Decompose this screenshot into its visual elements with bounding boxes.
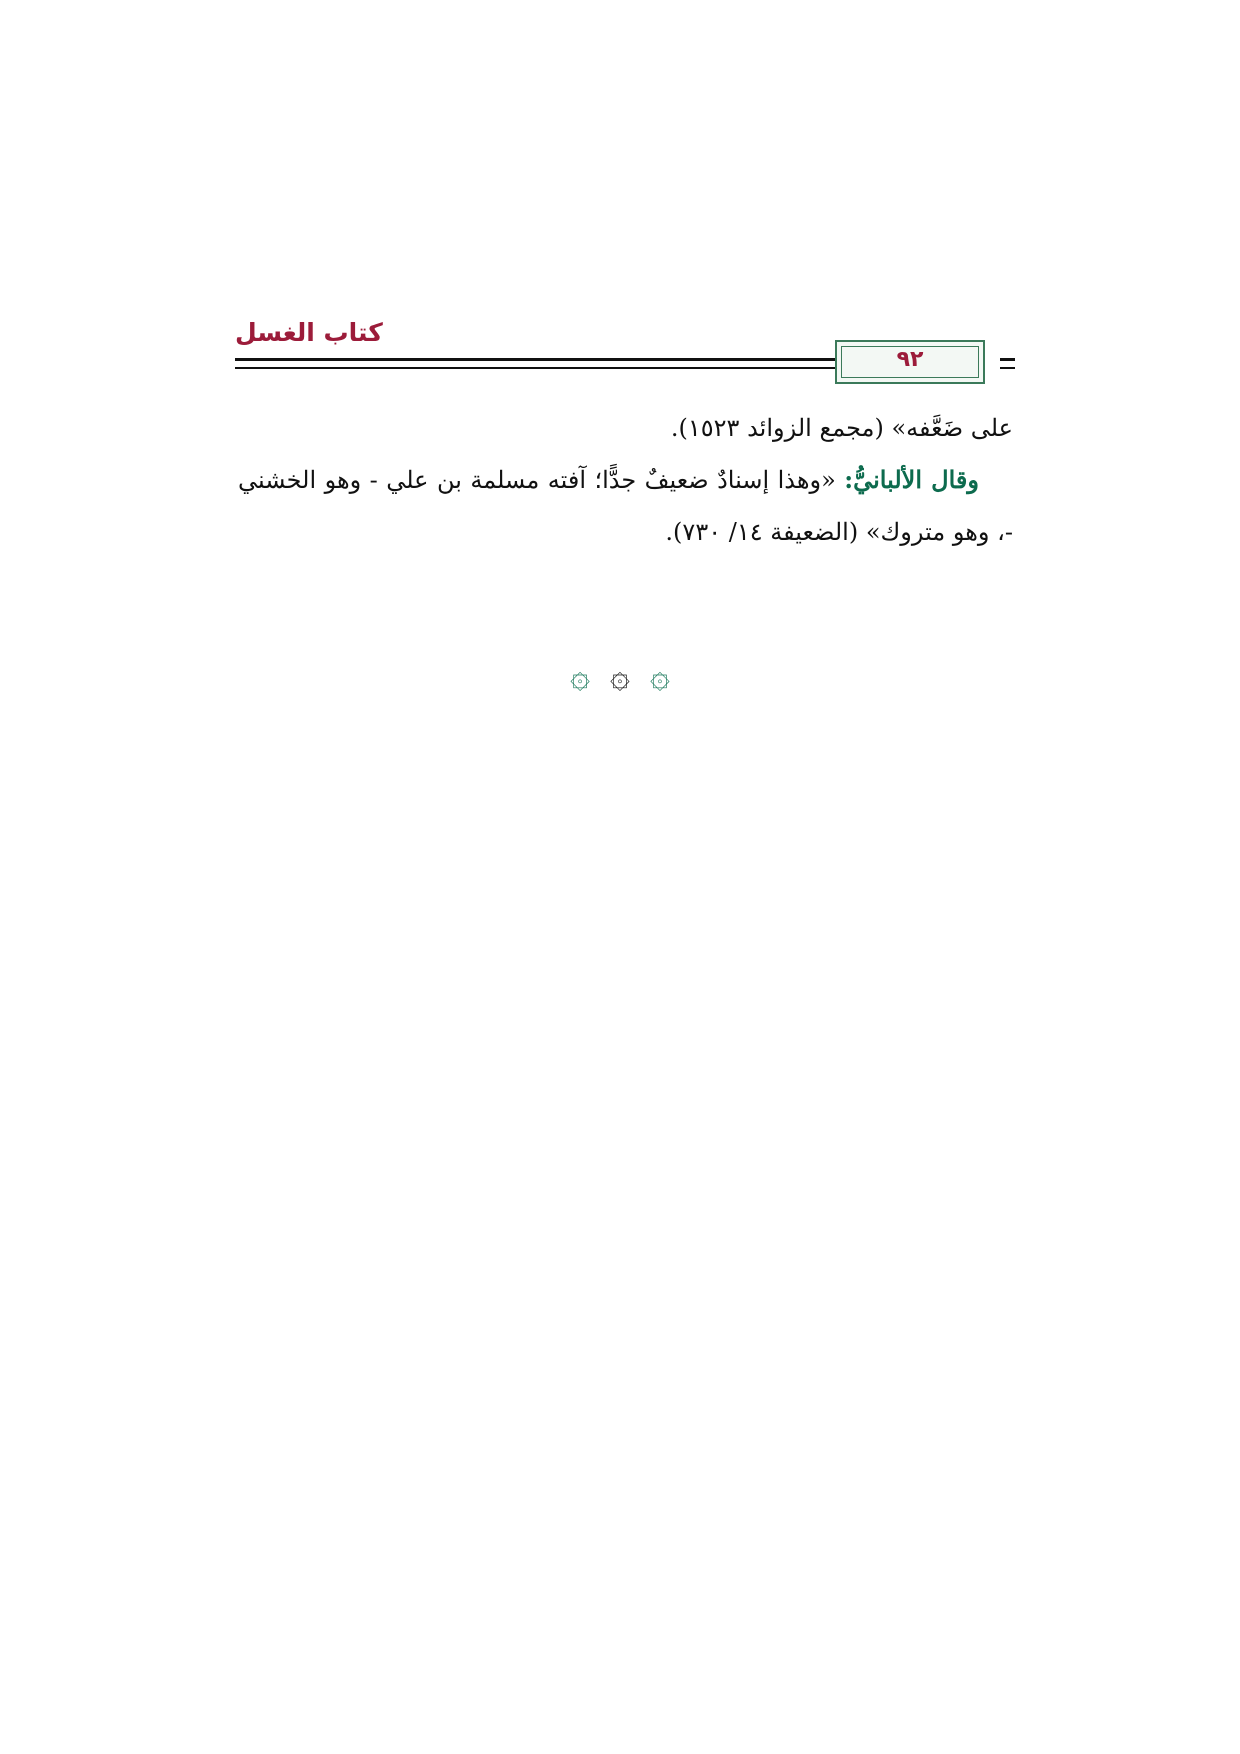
- ornament-icon: ۞: [570, 656, 591, 696]
- speaker-name: وقال الألبانيُّ:: [844, 465, 979, 494]
- paragraph-2: [238, 454, 1013, 558]
- header-rule-short-bottom: [1000, 367, 1015, 369]
- page-number-frame: [835, 340, 985, 384]
- section-divider: [0, 656, 1240, 696]
- paragraph-1: على ضَعَّفه» (مجمع الزوائد ١٥٢٣).: [670, 414, 1013, 442]
- header-rule-short-top: [1000, 358, 1015, 361]
- header-rule-top: [235, 358, 835, 361]
- ornament-icon: ۞: [610, 656, 630, 696]
- quote-text: «وهذا إسنادٌ ضعيفٌ جدًّا؛ آفته مسلمة بن علي - وهو الخشني -، وهو متروك» (الضعيفة ١٤/ ٧٣٠).: [238, 466, 1013, 546]
- page-number: ٩٢: [896, 347, 924, 372]
- page-header: [235, 318, 1015, 390]
- header-rule-bottom: [235, 367, 835, 369]
- body-text: [238, 402, 1013, 558]
- ornament-icon: ۞: [649, 656, 670, 696]
- book-title: كتاب الغسل: [235, 318, 383, 347]
